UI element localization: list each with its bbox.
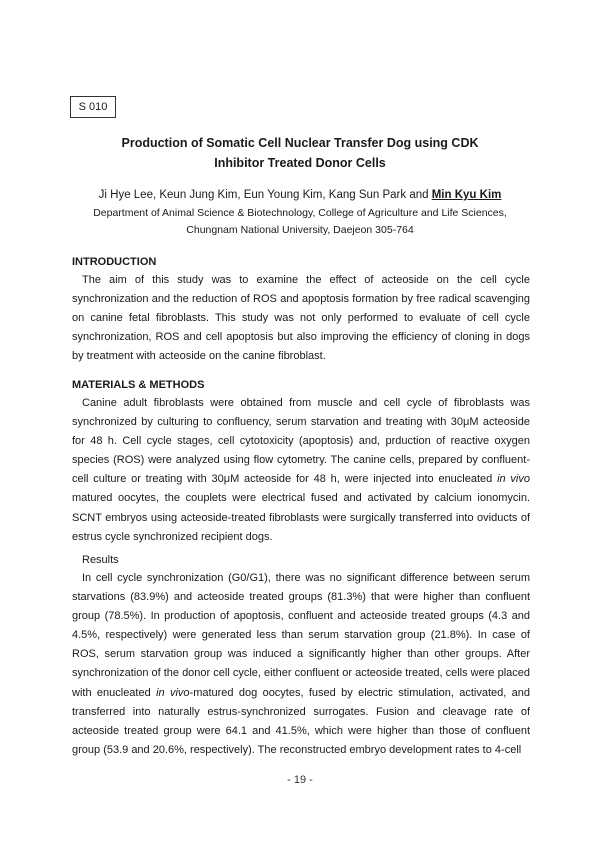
results-paragraph: [72, 569, 530, 760]
methods-paragraph: [72, 394, 530, 547]
author-list: [60, 186, 540, 204]
title-line-2: Inhibitor Treated Donor Cells: [214, 156, 386, 170]
page-number: - 19 -: [287, 774, 313, 786]
affiliation-line-2: Chungnam National University, Daejeon 305-764: [186, 224, 414, 236]
results-heading: Results: [82, 554, 119, 566]
title-line-1: Production of Somatic Cell Nuclear Transfer Dog using CDK: [121, 136, 479, 150]
authors-text: Ji Hye Lee, Keun Jung Kim, Eun Young Kim, Kang Sun Park and: [98, 189, 432, 201]
methods-text-part-2: matured oocytes, the couplets were electrical fused and activated by calcium ionomycin. SCNT embryos using acteoside-treated fibroblasts were surgically transferred into oviducts of estrus cycle synchronized recipient dogs.: [72, 492, 530, 543]
methods-text-part-1: Canine adult fibroblasts were obtained from muscle and cell cycle of fibroblasts was synchronized by culturing to confluency, serum starvation and treating with 30μM acteoside for 48 h. Cell cycle stages, cell cytotoxicity (apoptosis) and, prduction of reactive oxygen species (ROS) were analyzed using flow cytometry. The canine cells, prepared by confluent-cell culture or treating with 30μM acteoside for 48 h, were injected into enucleated: [72, 397, 530, 486]
affiliation: [60, 205, 540, 239]
methods-section: [72, 377, 530, 547]
introduction-heading: INTRODUCTION: [72, 256, 157, 268]
affiliation-line-1: Department of Animal Science & Biotechnology, College of Agriculture and Life Sciences,: [93, 207, 507, 219]
presenting-author: Min Kyu Kim: [431, 189, 502, 201]
results-italic-term: in vivo: [156, 686, 190, 699]
results-text-part-1: In cell cycle synchronization (G0/G1), there was no significant difference between serum starvations (83.9%) and acteoside treated groups (81.3%) that were higher than confluent group (78.5%). In production of apoptosis, confluent and acteoside treated groups (4.3 and 4.5%, respectively) were generated less than serum starvation group (21.8%). In case of ROS, serum starvation group was induced a significantly higher than other groups. After synchronization of the donor cell cycle, either confluent or acteoside treated, cells were placed with enucleated: [72, 572, 530, 699]
abstract-id-badge: S 010: [70, 96, 116, 118]
methods-heading: MATERIALS & METHODS: [72, 379, 205, 391]
results-section: [72, 552, 530, 760]
paper-title: [60, 133, 540, 173]
introduction-paragraph: The aim of this study was to examine the effect of acteoside on the cell cycle synchronization and the reduction of ROS and apoptosis formation by free radical scavenging on canine fetal fibroblasts. This study was not only performed to evaluate of cell cycle synchronization, ROS and cell apoptosis but also improving the efficiency of cloning in dogs by treatment with acteoside on the canine fibroblast.: [72, 274, 530, 363]
results-text-part-2: -matured dog oocytes, fused by electric stimulation, activated, and transferred into naturally estrus-synchronized surrogates. Fusion and cleavage rate of acteoside treated group were 64.1 and 41.5%, which were higher than those of confluent group (53.9 and 20.6%, respectively). The reconstructed embryo development rates to 4-cell: [72, 686, 530, 756]
introduction-section: [72, 254, 530, 366]
methods-italic-term: in vivo: [497, 473, 530, 486]
